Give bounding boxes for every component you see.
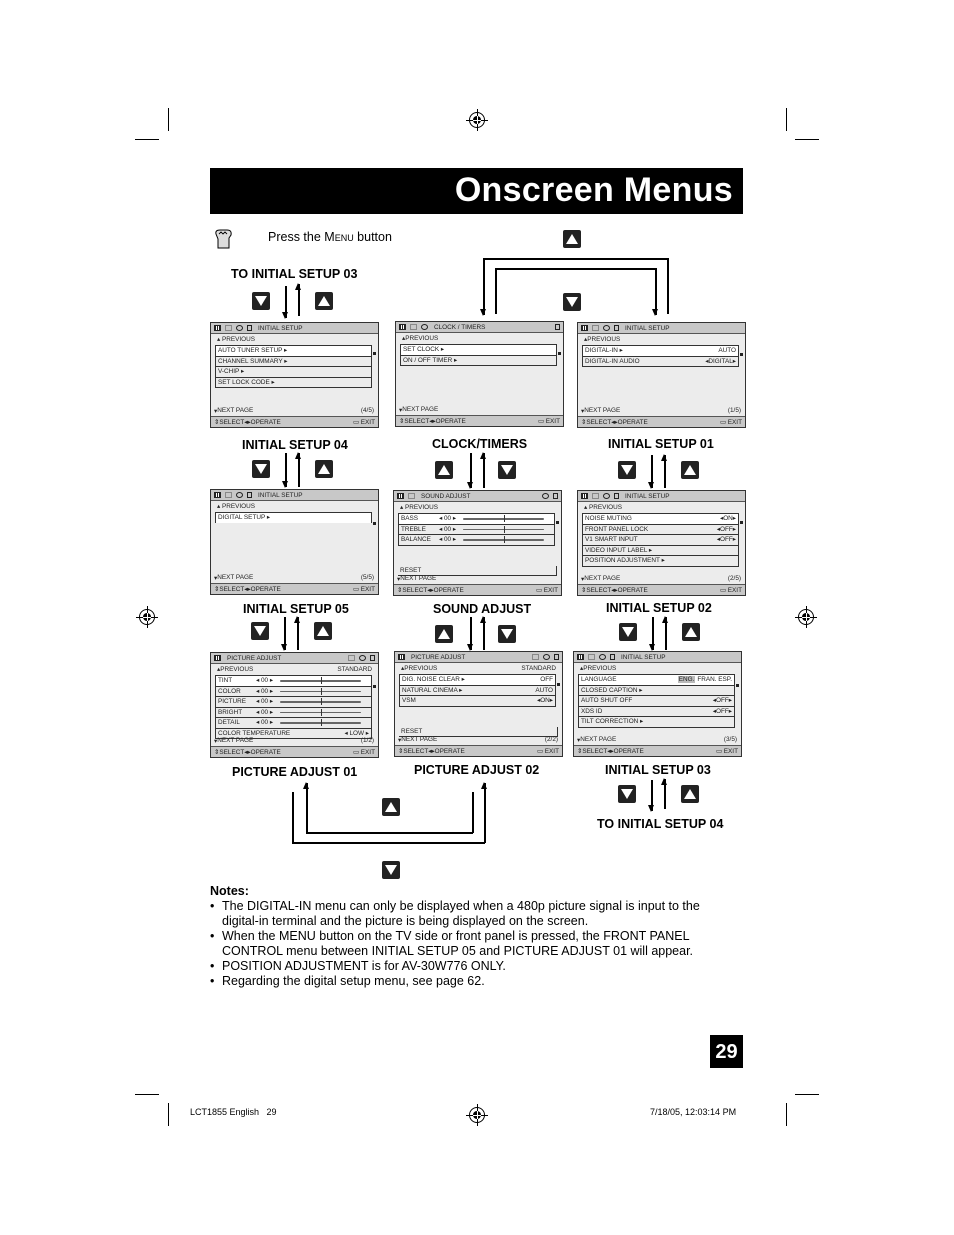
down-button-icon	[498, 625, 516, 643]
document-icon	[410, 324, 417, 330]
tv-icon	[581, 325, 588, 331]
tv-icon	[398, 654, 405, 660]
menu-screen-sound-adjust: SOUND ADJUST ▴ PREVIOUS BASS ◂ 00 ▸ TREBLE ◂ 00 ▸ BALANCE ◂ 00 ▸ RESET ▾ NEXT PAGE ⇕ SELECT ◂▸ OPERATE ▭ EXIT	[393, 490, 562, 596]
lock-icon	[614, 493, 619, 499]
up-button-icon	[315, 292, 333, 310]
cursor-icon	[740, 521, 743, 524]
menu-item[interactable]: AUTO TUNER SETUP ▸	[216, 345, 371, 356]
lock-icon	[614, 325, 619, 331]
menu-item[interactable]: SET CLOCK ▸	[401, 344, 556, 355]
up-button-icon	[315, 460, 333, 478]
document-icon	[588, 654, 595, 660]
registration-mark-icon	[469, 112, 485, 128]
menu-item[interactable]: DIG. NOISE CLEAR ▸ OFF	[402, 676, 553, 683]
crop-mark	[786, 1103, 787, 1126]
crop-mark	[795, 139, 819, 140]
document-icon	[592, 493, 599, 499]
footer-file-info: LCT1855 English 29	[190, 1107, 277, 1117]
crop-mark	[135, 139, 159, 140]
clock-icon	[543, 654, 550, 660]
up-button-icon	[435, 461, 453, 479]
lock-icon	[610, 654, 615, 660]
down-button-icon	[618, 785, 636, 803]
label-initial-setup-02: INITIAL SETUP 02	[606, 601, 712, 615]
down-button-icon	[619, 623, 637, 641]
clock-icon	[542, 493, 549, 499]
page-title: Onscreen Menus	[454, 171, 733, 209]
slider-detail[interactable]: DETAIL ◂ 00 ▸	[216, 717, 371, 728]
tv-icon	[399, 324, 406, 330]
tv-icon	[214, 325, 221, 331]
menu-item-color-temperature[interactable]: COLOR TEMPERATURE ◂ LOW ▸	[218, 729, 369, 737]
menu-item[interactable]: DIGITAL SETUP ▸	[216, 512, 371, 523]
document-icon	[532, 654, 539, 660]
lock-icon	[370, 655, 375, 661]
menu-key: Menu	[324, 230, 354, 244]
cursor-icon	[558, 352, 561, 355]
document-icon	[408, 493, 415, 499]
lock-icon	[247, 325, 252, 331]
note-item: • POSITION ADJUSTMENT is for AV-30W776 ONLY.	[210, 959, 740, 974]
slider-treble[interactable]: TREBLE ◂ 00 ▸	[399, 524, 554, 535]
menu-screen-initial-setup-05: INITIAL SETUP ▴ PREVIOUS DIGITAL SETUP ▸ ▾ NEXT PAGE (5/5) ⇕ SELECT ◂▸ OPERATE ▭ EXIT	[210, 489, 379, 595]
menu-item[interactable]: DIGITAL-IN AUDIO ◂DIGITAL▸	[585, 357, 736, 365]
cursor-icon	[373, 685, 376, 688]
menu-item[interactable]: FRONT PANEL LOCK ◂OFF▸	[585, 525, 736, 533]
down-button-icon	[618, 461, 636, 479]
down-button-icon	[251, 622, 269, 640]
slider-picture[interactable]: PICTURE ◂ 00 ▸	[216, 696, 371, 707]
menu-item[interactable]: VIDEO INPUT LABEL ▸	[583, 545, 738, 556]
reset-item[interactable]: RESET	[399, 727, 558, 737]
cursor-icon	[740, 353, 743, 356]
cursor-icon	[736, 684, 739, 687]
menu-item[interactable]: SET LOCK CODE ▸	[216, 377, 371, 388]
label-clock-timers: CLOCK/TIMERS	[432, 437, 528, 451]
crop-mark	[168, 108, 169, 131]
up-button-icon	[382, 798, 400, 816]
document-icon	[225, 492, 232, 498]
registration-mark-icon	[798, 609, 814, 625]
label-picture-adjust-02: PICTURE ADJUST 02	[414, 763, 540, 777]
registration-mark-icon	[139, 609, 155, 625]
menu-item[interactable]: DIGITAL-IN ▸ AUTO	[585, 347, 736, 354]
menu-screen-picture-adjust-01: PICTURE ADJUST ▴ PREVIOUS STANDARD TINT ◂ 00 ▸ COLOR ◂ 00 ▸ PICTURE ◂ 00 ▸ BRIGHT ◂ 00 ▸ DETAIL ◂ 00 ▸ COLOR TEMPERATURE ◂ LOW ▸ ▾ NEXT PAGE (1/2) ⇕ SELECT ◂▸ OPERATE ▭ EXIT	[210, 652, 379, 758]
clock-icon	[603, 325, 610, 331]
menu-item[interactable]: CLOSED CAPTION ▸	[579, 685, 734, 696]
tv-icon	[397, 493, 404, 499]
page-title-bar	[210, 168, 743, 214]
menu-item[interactable]: NOISE MUTING ◂ON▸	[585, 515, 736, 522]
down-button-icon	[382, 861, 400, 879]
tv-icon	[577, 654, 584, 660]
cursor-icon	[373, 352, 376, 355]
menu-screen-picture-adjust-02: PICTURE ADJUST ▴ PREVIOUS STANDARD DIG. NOISE CLEAR ▸ OFF NATURAL CINEMA ▸ AUTO VSM ◂ON▸ RESET ▾ NEXT PAGE (2/2) ⇕ SELECT ◂▸ OPERATE ▭ EXIT	[394, 651, 563, 757]
menu-screen-initial-setup-01: INITIAL SETUP ▴PREVIOUS DIGITAL-IN ▸ AUTO DIGITAL-IN AUDIO ◂DIGITAL▸ ▾ NEXT PAGE (1/5) ⇕ SELECT ◂▸ OPERATE ▭ EXIT	[577, 322, 746, 428]
clock-icon	[359, 655, 366, 661]
page-number: 29	[710, 1035, 743, 1068]
down-button-icon	[563, 293, 581, 311]
clock-icon	[236, 492, 243, 498]
up-button-icon	[435, 625, 453, 643]
note-item: • When the MENU button on the TV side or front panel is pressed, the FRONT PANEL CONTROL menu between INITIAL SETUP 05 and PICTURE ADJUST 01 will appear.	[210, 929, 740, 959]
label-initial-setup-03: INITIAL SETUP 03	[605, 763, 711, 777]
document-icon	[592, 325, 599, 331]
slider-bright[interactable]: BRIGHT ◂ 00 ▸	[216, 707, 371, 718]
menu-item[interactable]: V-CHIP ▸	[216, 366, 371, 377]
crop-mark	[135, 1094, 159, 1095]
menu-item[interactable]: ON / OFF TIMER ▸	[401, 355, 556, 366]
lock-icon	[553, 493, 558, 499]
menu-screen-clock-timers: CLOCK / TIMERS ▴PREVIOUS SET CLOCK ▸ ON / OFF TIMER ▸ ▾ NEXT PAGE ⇕ SELECT ◂▸ OPERATE ▭ EXIT	[395, 321, 564, 427]
tv-icon	[214, 492, 221, 498]
crop-mark	[168, 1103, 169, 1126]
cursor-icon	[373, 522, 376, 525]
slider-tint[interactable]: TINT ◂ 00 ▸	[216, 675, 371, 686]
menu-item[interactable]: V1 SMART INPUT ◂OFF▸	[585, 536, 736, 543]
menu-screen-initial-setup-03: INITIAL SETUP ▴PREVIOUS LANGUAGE ENG. FRAN. ESP. CLOSED CAPTION ▸ AUTO SHUT OFF ◂OFF▸ XDS ID ◂OFF▸ TILT CORRECTION ▸ ▾ NEXT PAGE (3/5) ⇕ SELECT ◂▸ OPERATE ▭ EXIT	[573, 651, 742, 757]
notes-heading: Notes:	[210, 884, 249, 898]
menu-item[interactable]: VSM ◂ON▸	[402, 697, 553, 704]
up-button-icon	[681, 785, 699, 803]
menu-item[interactable]: POSITION ADJUSTMENT ▸	[583, 555, 738, 566]
menu-screen-initial-setup-02: INITIAL SETUP ▴ PREVIOUS NOISE MUTING ◂ON▸ FRONT PANEL LOCK ◂OFF▸ V1 SMART INPUT ◂OFF▸ VIDEO INPUT LABEL ▸ POSITION ADJUSTMENT ▸ ▾ NEXT PAGE (2/5) ⇕ SELECT ◂▸ OPERATE ▭ EXIT	[577, 490, 746, 596]
clock-icon	[599, 654, 606, 660]
down-button-icon	[252, 292, 270, 310]
document-icon	[348, 655, 355, 661]
document-icon	[225, 325, 232, 331]
label-initial-setup-05: INITIAL SETUP 05	[243, 602, 349, 616]
lock-icon	[247, 492, 252, 498]
up-button-icon	[682, 623, 700, 641]
label-to-initial-setup-03: TO INITIAL SETUP 03	[231, 267, 358, 281]
up-button-icon	[314, 622, 332, 640]
menu-item[interactable]: NATURAL CINEMA ▸ AUTO	[402, 686, 553, 694]
reset-item[interactable]: RESET	[398, 566, 557, 576]
tv-icon	[581, 493, 588, 499]
press-menu-instruction: Press the Menu button	[268, 230, 392, 244]
slider-color[interactable]: COLOR ◂ 00 ▸	[216, 686, 371, 697]
slider-balance[interactable]: BALANCE ◂ 00 ▸	[399, 534, 554, 545]
label-picture-adjust-01: PICTURE ADJUST 01	[232, 765, 358, 779]
registration-mark-icon	[469, 1107, 485, 1123]
note-item: • The DIGITAL-IN menu can only be displayed when a 480p picture signal is input to the digital-in terminal and the picture is being displayed on the screen.	[210, 899, 740, 929]
cursor-icon	[557, 683, 560, 686]
crop-mark	[795, 1094, 819, 1095]
hand-press-icon	[212, 228, 234, 250]
down-button-icon	[252, 460, 270, 478]
note-item: • Regarding the digital setup menu, see page 62.	[210, 974, 740, 989]
cursor-icon	[556, 521, 559, 524]
menu-item[interactable]: TILT CORRECTION ▸	[579, 716, 734, 727]
label-initial-setup-01: INITIAL SETUP 01	[608, 437, 714, 451]
menu-item-language[interactable]: LANGUAGE ENG. FRAN. ESP.	[581, 676, 732, 683]
crop-mark	[786, 108, 787, 131]
menu-item[interactable]: CHANNEL SUMMARY ▸	[216, 356, 371, 367]
menu-item[interactable]: AUTO SHUT OFF ◂OFF▸	[581, 697, 732, 704]
up-button-icon	[563, 230, 581, 248]
label-to-initial-setup-04: TO INITIAL SETUP 04	[597, 817, 724, 831]
up-button-icon	[681, 461, 699, 479]
label-sound-adjust: SOUND ADJUST	[433, 602, 532, 616]
menu-screen-initial-setup-04: INITIAL SETUP ▴ PREVIOUS AUTO TUNER SETUP ▸ CHANNEL SUMMARY ▸ V-CHIP ▸ SET LOCK CODE ▸ ▾ NEXT PAGE (4/5) ⇕ SELECT ◂▸ OPERATE ▭ EXIT	[210, 322, 379, 428]
clock-icon	[421, 324, 428, 330]
label-initial-setup-04: INITIAL SETUP 04	[242, 438, 348, 452]
down-button-icon	[498, 461, 516, 479]
lock-icon	[554, 654, 559, 660]
footer-timestamp: 7/18/05, 12:03:14 PM	[650, 1107, 737, 1117]
tv-icon	[214, 655, 221, 661]
notes-section	[210, 884, 740, 989]
slider-bass[interactable]: BASS ◂ 00 ▸	[399, 513, 554, 524]
clock-icon	[603, 493, 610, 499]
lock-icon	[555, 324, 560, 330]
clock-icon	[236, 325, 243, 331]
menu-item[interactable]: XDS ID ◂OFF▸	[581, 707, 732, 715]
